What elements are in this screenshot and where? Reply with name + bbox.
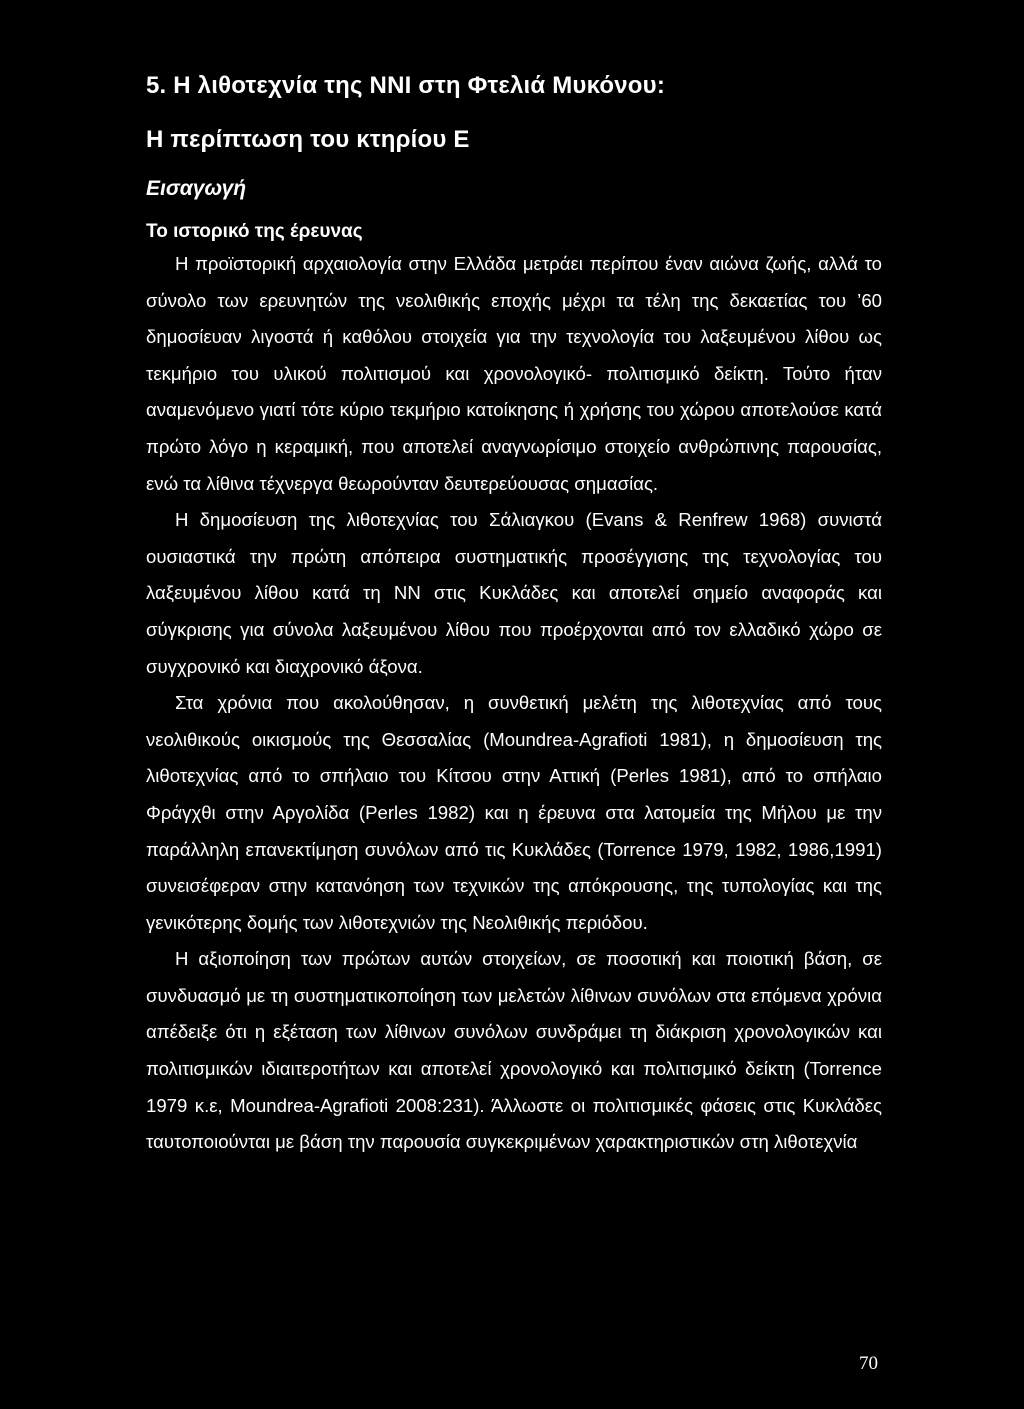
subsection-heading: Το ιστορικό της έρευνας xyxy=(146,221,363,242)
page-content xyxy=(146,66,882,1161)
paragraph-4: Η αξιοποίηση των πρώτων αυτών στοιχείων, σε ποσοτική και ποιοτική βάση, σε συνδυασμό με τη συστηματικοποίηση των μελετών λίθινων συνόλων στα επόμενα χρόνια απέδειξε ότι η εξέταση των λίθινων συνόλων συνδράμει τη διάκριση χρονολογικών και πολιτισμικών ιδιαιτεροτήτων και αποτελεί χρονολογικό και πολιτισμικό δείκτη (Torrence 1979 κ.ε, Moundrea-Agrafioti 2008:231). Άλλωστε οι πολιτισμικές φάσεις στις Κυκλάδες ταυτοποιούνται με βάση την παρουσία συγκεκριμένων χαρακτηριστικών στη λιθοτεχνία xyxy=(146,948,882,1153)
paragraph-3: Στα χρόνια που ακολούθησαν, η συνθετική μελέτη της λιθοτεχνίας από τους νεολιθικούς οικισμούς της Θεσσαλίας (Moundrea-Agrafioti 1981), η δημοσίευση της λιθοτεχνίας από το σπήλαιο του Κίτσου στην Αττική (Perles 1981), από το σπήλαιο Φράγχθι στην Αργολίδα (Perles 1982) και η έρευνα στα λατομεία της Μήλου με την παράλληλη επανεκτίμηση συνόλων από τις Κυκλάδες (Torrence 1979, 1982, 1986,1991) συνεισέφεραν στην κατανόηση των τεχνικών της απόκρουσης, της τυπολογίας και της γενικότερης δομής των λιθοτεχνιών της Νεολιθικής περιόδου. xyxy=(146,692,882,933)
page-number: 70 xyxy=(859,1353,878,1374)
paragraph-1: Η προϊστορική αρχαιολογία στην Ελλάδα μετράει περίπου έναν αιώνα ζωής, αλλά το σύνολο των ερευνητών της νεολιθικής εποχής μέχρι τα τέλη της δεκαετίας του ’60 δημοσίευαν λιγοστά ή καθόλου στοιχεία για την τεχνολογία του λαξευμένου λίθου ως τεκμήριο του υλικού πολιτισμού και χρονολογικό- πολιτισμικό δείκτη. Τούτο ήταν αναμενόμενο γιατί τότε κύριο τεκμήριο κατοίκησης ή χρήσης του χώρου αποτελούσε κατά πρώτο λόγο η κεραμική, που αποτελεί αναγνωρίσιμο στοιχείο ανθρώπινης παρουσίας, ενώ τα λίθινα τέχνεργα θεωρούνταν δευτερεύουσας σημασίας. xyxy=(146,253,882,494)
paragraph-2: Η δημοσίευση της λιθοτεχνίας του Σάλιαγκου (Evans & Renfrew 1968) συνιστά ουσιαστικά την πρώτη απόπειρα συστηματικής προσέγγισης της τεχνολογίας του λαξευμένου λίθου κατά τη ΝΝ στις Κυκλάδες και αποτελεί σημείο αναφοράς και σύγκρισης για σύνολα λαξευμένου λίθου που προέρχονται από τον ελλαδικό χώρο σε συγχρονικό και διαχρονικό άξονα. xyxy=(146,509,882,677)
chapter-title-line-2: Η περίπτωση του κτηρίου Ε xyxy=(146,126,470,153)
chapter-title-line-1: 5. Η λιθοτεχνία της ΝΝΙ στη Φτελιά Μυκόνου: xyxy=(146,72,666,99)
section-heading: Εισαγωγή xyxy=(146,177,247,200)
